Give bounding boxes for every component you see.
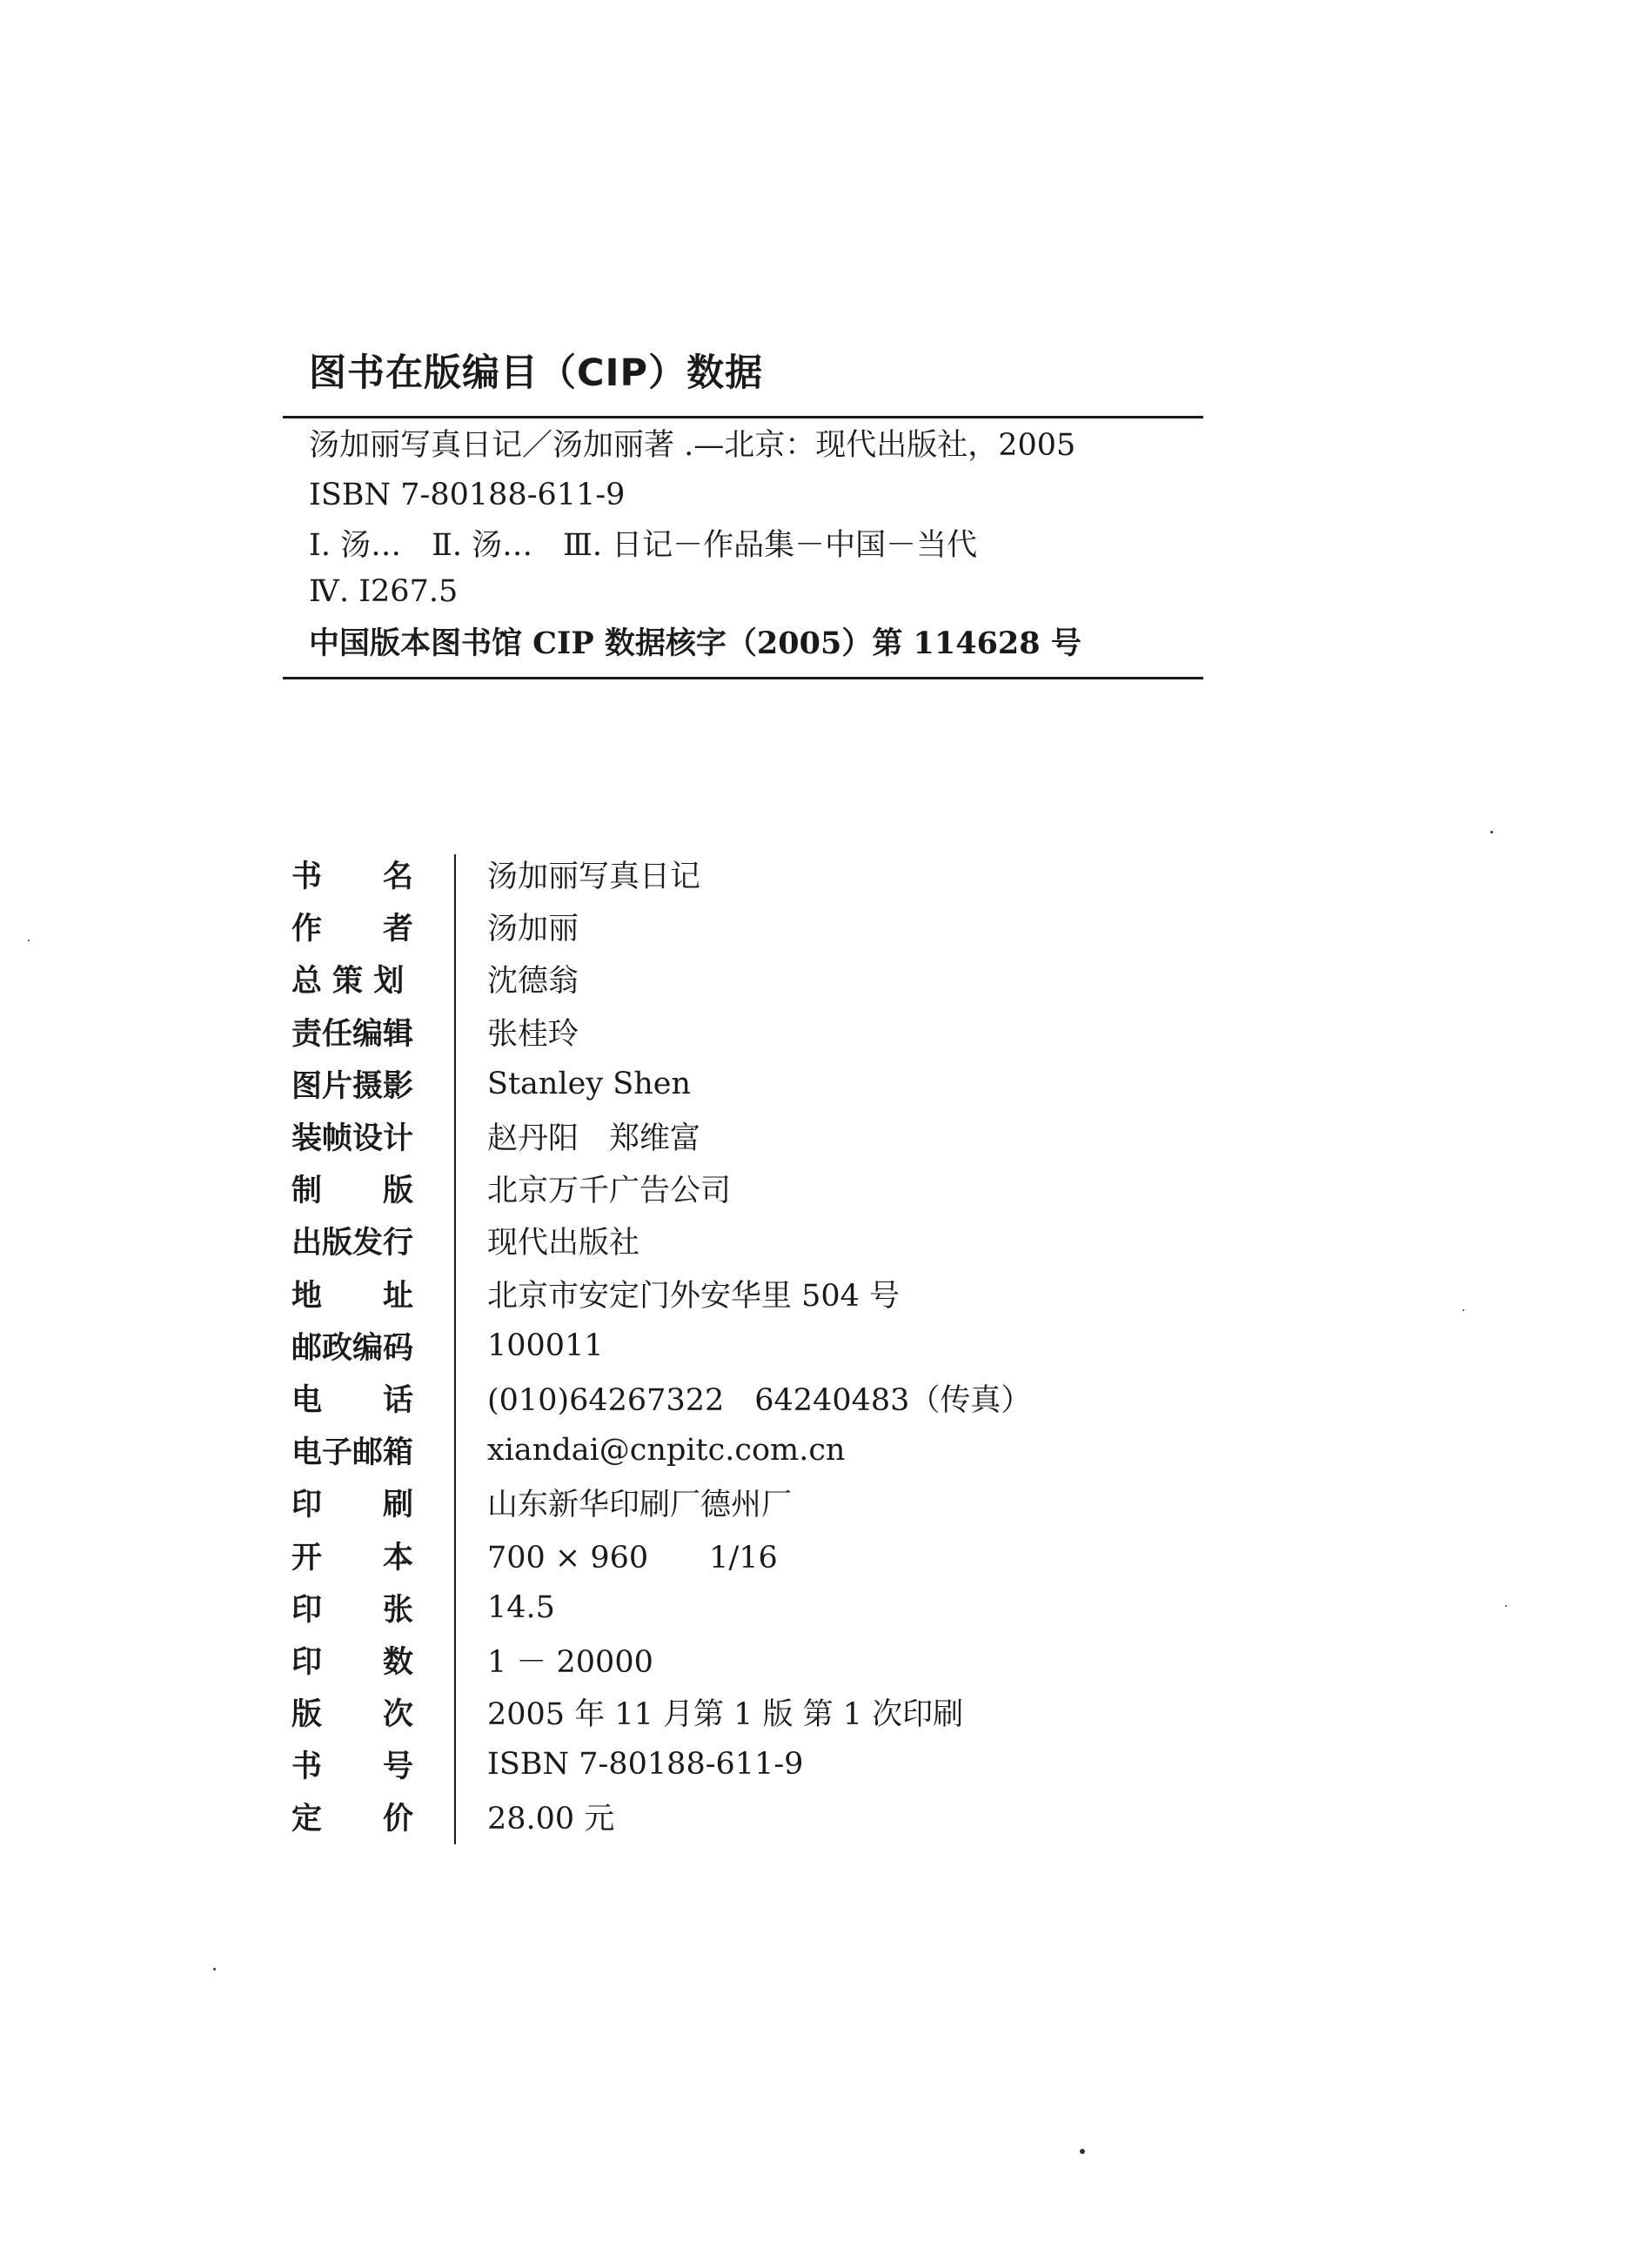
info-label: 书 号 xyxy=(291,1749,414,1785)
info-row-address xyxy=(291,1268,1075,1320)
info-value: 2005 年 11 月第 1 版 第 1 次印刷 xyxy=(487,1697,964,1733)
cip-isbn-line: ISBN 7-80188-611-9 xyxy=(309,478,626,512)
info-value: 14.5 xyxy=(487,1589,555,1625)
cip-classification-line: Ⅳ. I267.5 xyxy=(309,574,459,609)
info-row-email xyxy=(291,1424,1075,1476)
scan-speck xyxy=(28,940,30,941)
info-label: 书 名 xyxy=(291,859,414,895)
info-value: 1 － 20000 xyxy=(487,1644,653,1680)
info-label: 作 者 xyxy=(291,911,414,947)
info-row-platemaking xyxy=(291,1162,1075,1214)
info-value: 赵丹阳 郑维富 xyxy=(487,1121,701,1157)
info-label: 总 策 划 xyxy=(291,963,405,1000)
info-value: ISBN 7-80188-611-9 xyxy=(487,1747,804,1783)
info-row-edition xyxy=(291,1686,1075,1738)
info-label: 制 版 xyxy=(291,1173,414,1209)
info-value: 北京市安定门外安华里 504 号 xyxy=(487,1278,901,1314)
info-label: 电子邮箱 xyxy=(291,1435,414,1471)
publication-info-table xyxy=(291,848,1075,1843)
info-row-isbn xyxy=(291,1738,1075,1790)
info-row-phone xyxy=(291,1372,1075,1424)
scan-speck xyxy=(1463,1309,1464,1311)
info-row-photography xyxy=(291,1058,1075,1110)
info-row-postcode xyxy=(291,1320,1075,1372)
info-row-title xyxy=(291,848,1075,900)
info-value: 现代出版社 xyxy=(487,1226,640,1261)
info-label: 地 址 xyxy=(291,1277,414,1314)
info-row-publisher xyxy=(291,1214,1075,1267)
info-label: 定 价 xyxy=(291,1801,414,1837)
scan-speck xyxy=(1490,831,1493,833)
cip-verification-line: 中国版本图书馆 CIP 数据核字（2005）第 114628 号 xyxy=(309,626,1081,661)
info-value: 沈德翁 xyxy=(487,964,579,1000)
info-label: 责任编辑 xyxy=(291,1015,414,1052)
info-row-format xyxy=(291,1529,1075,1581)
info-value: (010)64267322 64240483（传真） xyxy=(487,1382,1032,1418)
info-label: 电 话 xyxy=(291,1382,414,1418)
info-row-price xyxy=(291,1790,1075,1843)
info-label: 装帧设计 xyxy=(291,1121,414,1157)
info-value: 张桂玲 xyxy=(487,1016,579,1052)
info-value: Stanley Shen xyxy=(487,1066,692,1101)
cip-bottom-rule xyxy=(283,677,1203,679)
info-label: 版 次 xyxy=(291,1696,414,1733)
info-value: 山东新华印刷厂德州厂 xyxy=(487,1488,793,1523)
info-label: 出版发行 xyxy=(291,1225,414,1261)
cip-title: 图书在版编目（CIP）数据 xyxy=(309,351,764,395)
cip-subject-line: Ⅰ. 汤… Ⅱ. 汤… Ⅲ. 日记－作品集－中国－当代 xyxy=(309,528,978,563)
info-row-author xyxy=(291,900,1075,953)
info-row-sheets xyxy=(291,1582,1075,1634)
scan-speck xyxy=(213,1968,216,1970)
info-label: 印 刷 xyxy=(291,1487,414,1523)
info-label: 图片摄影 xyxy=(291,1067,414,1104)
info-row-print-run xyxy=(291,1634,1075,1686)
info-label: 印 数 xyxy=(291,1643,414,1680)
info-row-editor xyxy=(291,1006,1075,1058)
info-row-planner xyxy=(291,953,1075,1005)
cip-entry-line: 汤加丽写真日记／汤加丽著 .—北京：现代出版社，2005 xyxy=(309,428,1076,463)
info-label: 印 张 xyxy=(291,1591,414,1628)
info-value: 北京万千广告公司 xyxy=(487,1174,732,1209)
info-value: 700 × 960 1/16 xyxy=(487,1540,778,1576)
info-value: 28.00 元 xyxy=(487,1802,615,1837)
info-label: 开 本 xyxy=(291,1539,414,1576)
cip-top-rule xyxy=(283,416,1203,418)
scan-speck xyxy=(1080,2149,1085,2154)
info-row-design xyxy=(291,1110,1075,1162)
info-value: 100011 xyxy=(487,1328,604,1363)
info-label: 邮政编码 xyxy=(291,1329,414,1366)
scan-speck xyxy=(1505,1605,1507,1607)
info-row-printer xyxy=(291,1476,1075,1529)
info-value: 汤加丽写真日记 xyxy=(487,860,701,895)
info-value: xiandai@cnpitc.com.cn xyxy=(487,1433,846,1469)
info-value: 汤加丽 xyxy=(487,912,579,947)
